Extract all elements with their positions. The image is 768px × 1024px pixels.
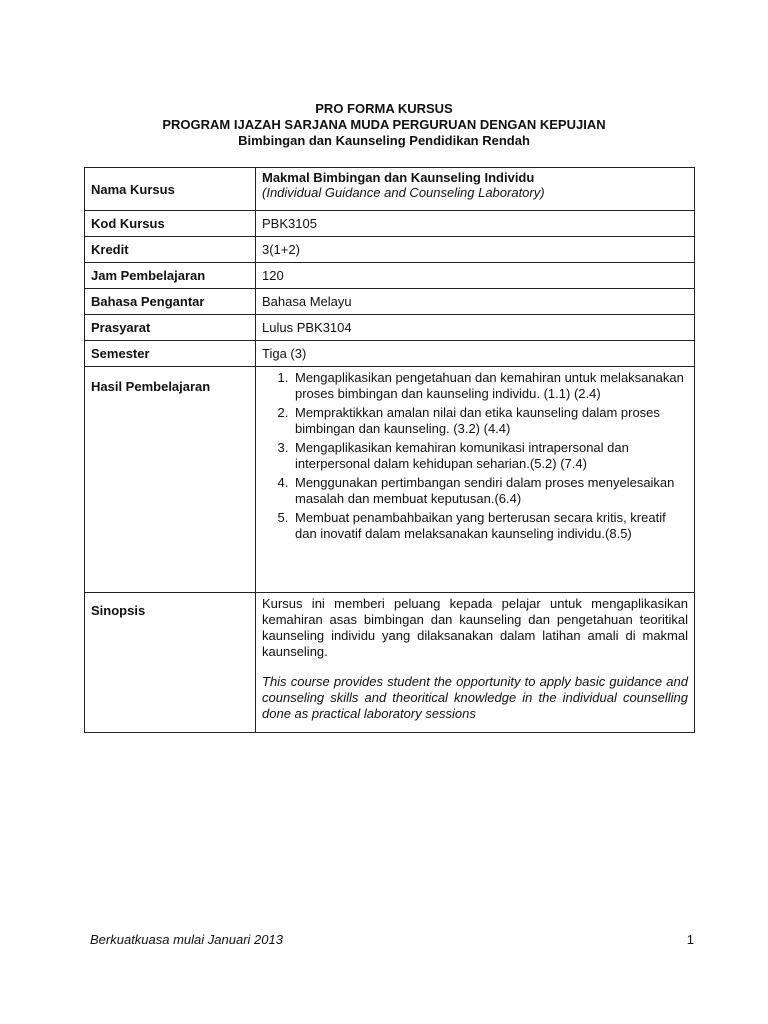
row-jam-pembelajaran	[85, 263, 695, 289]
row-sinopsis	[85, 593, 695, 733]
header-title: PRO FORMA KURSUS	[315, 101, 453, 116]
document-header	[0, 101, 768, 149]
pro-forma-table	[84, 167, 695, 733]
value-hasil-pembelajaran	[256, 367, 695, 593]
value-prasyarat: Lulus PBK3104	[256, 315, 695, 341]
row-kod-kursus	[85, 211, 695, 237]
course-title-malay: Makmal Bimbingan dan Kaunseling Individu	[262, 170, 535, 185]
learning-outcome-item: 4. Menggunakan pertimbangan sendiri dalam proses menyelesaikan masalah dan membuat keputusan.(6.4)	[292, 475, 688, 507]
learning-outcome-item: 1. Mengaplikasikan pengetahuan dan kemahiran untuk melaksanakan proses bimbingan dan kaunseling individu. (1.1) (2.4)	[292, 370, 688, 402]
row-hasil-pembelajaran	[85, 367, 695, 593]
row-semester	[85, 341, 695, 367]
synopsis-english: This course provides student the opportunity to apply basic guidance and counseling skills and theoritical knowledge in the individual counselling done as practical laboratory sessions	[262, 674, 688, 721]
label-prasyarat: Prasyarat	[85, 315, 256, 341]
course-title-english: (Individual Guidance and Counseling Laboratory)	[262, 185, 545, 200]
label-bahasa-pengantar: Bahasa Pengantar	[85, 289, 256, 315]
label-kredit: Kredit	[85, 237, 256, 263]
header-program: PROGRAM IJAZAH SARJANA MUDA PERGURUAN DENGAN KEPUJIAN	[162, 117, 606, 132]
row-kredit	[85, 237, 695, 263]
value-sinopsis	[256, 593, 695, 733]
value-semester: Tiga (3)	[256, 341, 695, 367]
page-footer	[90, 932, 694, 947]
label-sinopsis: Sinopsis	[85, 593, 256, 733]
row-nama-kursus	[85, 168, 695, 211]
learning-outcome-item: 5. Membuat penambahbaikan yang berterusan secara kritis, kreatif dan inovatif dalam melaksanakan kaunseling individu.(8.5)	[292, 510, 688, 542]
label-semester: Semester	[85, 341, 256, 367]
value-bahasa-pengantar: Bahasa Melayu	[256, 289, 695, 315]
learning-outcomes-list	[262, 370, 688, 542]
value-jam-pembelajaran: 120	[256, 263, 695, 289]
value-nama-kursus	[256, 168, 695, 211]
page-number: 1	[686, 932, 694, 947]
label-nama-kursus: Nama Kursus	[85, 168, 256, 211]
row-prasyarat	[85, 315, 695, 341]
value-kod-kursus: PBK3105	[256, 211, 695, 237]
effective-date: Berkuatkuasa mulai Januari 2013	[90, 932, 283, 947]
label-hasil-pembelajaran: Hasil Pembelajaran	[85, 367, 256, 593]
label-kod-kursus: Kod Kursus	[85, 211, 256, 237]
value-kredit: 3(1+2)	[256, 237, 695, 263]
header-subject: Bimbingan dan Kaunseling Pendidikan Rendah	[238, 133, 530, 148]
synopsis-malay: Kursus ini memberi peluang kepada pelajar untuk mengaplikasikan kemahiran asas bimbingan dan kaunseling dan pengetahuan teoritikal kaunseling individu yang dilaksanakan dalam latihan amali di makmal kaunseling.	[262, 596, 688, 659]
row-bahasa-pengantar	[85, 289, 695, 315]
learning-outcome-item: 2. Mempraktikkan amalan nilai dan etika kaunseling dalam proses bimbingan dan kaunseling. (3.2) (4.4)	[292, 405, 688, 437]
learning-outcome-item: 3. Mengaplikasikan kemahiran komunikasi intrapersonal dan interpersonal dalam kehidupan seharian.(5.2) (7.4)	[292, 440, 688, 472]
label-jam-pembelajaran: Jam Pembelajaran	[85, 263, 256, 289]
